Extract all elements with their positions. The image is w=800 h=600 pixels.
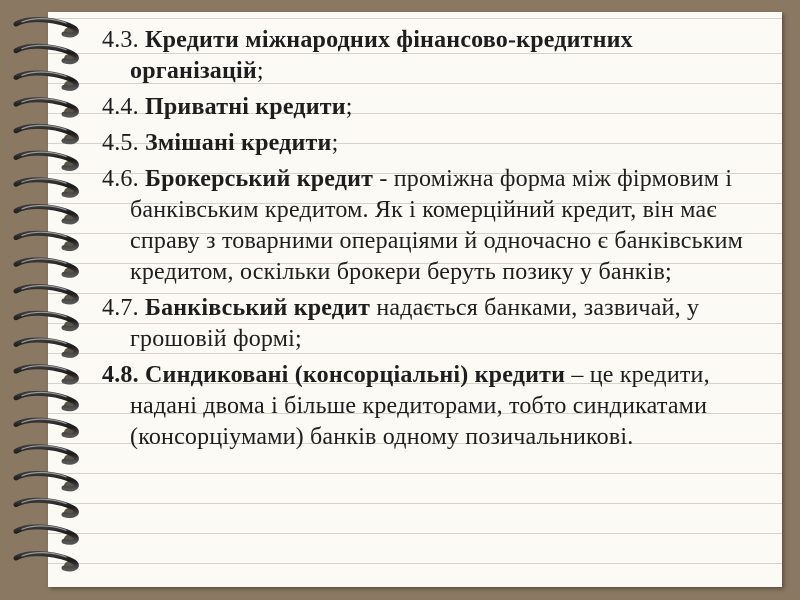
item-number: 4.7.: [102, 295, 139, 321]
item-term: Кредити міжнародних фінансово-кредитних організацій: [130, 27, 633, 84]
item-term: Синдиковані (консорціальні) кредити: [145, 362, 566, 388]
spiral-ring: [16, 526, 76, 544]
item-text: ;: [331, 130, 339, 156]
item-term: Змішані кредити: [145, 130, 332, 156]
item-text: ;: [345, 94, 353, 120]
item-number: 4.8.: [102, 362, 139, 388]
list-item-4-8: [102, 360, 762, 453]
spiral-ring: [16, 179, 76, 197]
spiral-ring: [16, 392, 76, 410]
spiral-ring: [16, 125, 76, 143]
spiral-ring: [16, 499, 76, 517]
spiral-ring: [16, 286, 76, 304]
spiral-ring: [16, 446, 76, 464]
spiral-ring: [16, 152, 76, 170]
spiral-ring: [16, 473, 76, 491]
item-text: - проміжна форма між фірмовим і банківським кредитом. Як і комерційний кредит, він має справу з товарними операціями й одночасно є банківським кредитом, оскільки брокери беруть позику у банків;: [130, 166, 744, 285]
spiral-ring: [16, 232, 76, 250]
list-item-4-7: [102, 293, 762, 355]
spiral-ring: [16, 72, 76, 90]
item-term: Приватні кредити: [145, 94, 346, 120]
spiral-ring: [16, 99, 76, 117]
spiral-ring: [16, 553, 76, 571]
item-number: 4.4.: [102, 94, 139, 120]
item-text: – це кредити, надані двома і більше кредиторами, тобто синдикатами (консорціумами) банків одному позичальникові.: [130, 362, 710, 450]
list-item-4-3: [102, 25, 762, 87]
item-term: Брокерський кредит: [145, 166, 374, 192]
spiral-ring: [16, 419, 76, 437]
spiral-binding: [0, 0, 90, 600]
list-item-4-4: [102, 92, 762, 123]
spiral-ring: [16, 339, 76, 357]
item-number: 4.5.: [102, 130, 139, 156]
item-text: ;: [256, 58, 264, 84]
list-item-4-6: [102, 164, 762, 288]
spiral-ring: [16, 206, 76, 224]
item-term: Банківський кредит: [145, 295, 371, 321]
spiral-ring: [16, 312, 76, 330]
spiral-ring: [16, 259, 76, 277]
item-number: 4.6.: [102, 166, 139, 192]
item-text: надається банками, зазвичай, у грошовій формі;: [130, 295, 700, 352]
content-list: [102, 25, 762, 458]
spiral-ring: [16, 19, 76, 37]
list-item-4-5: [102, 128, 762, 159]
item-number: 4.3.: [102, 27, 139, 53]
spiral-ring: [16, 45, 76, 63]
spiral-ring: [16, 366, 76, 384]
